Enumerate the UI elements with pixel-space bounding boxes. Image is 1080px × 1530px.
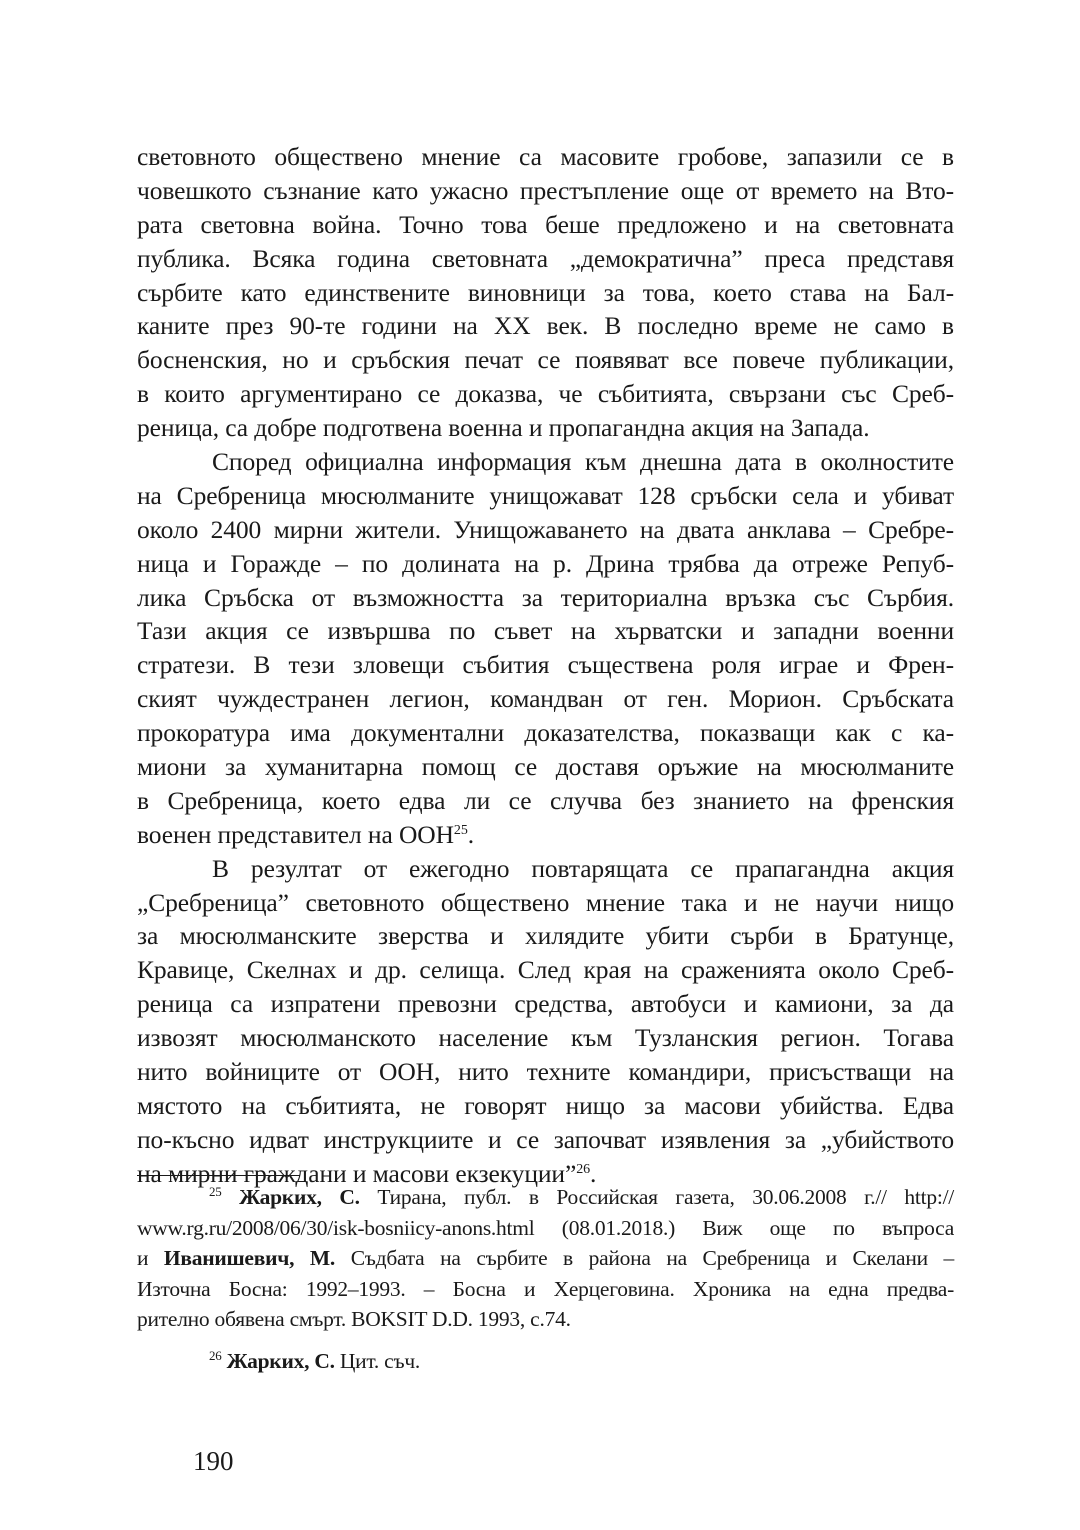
footnote-number: 26 bbox=[209, 1347, 222, 1363]
footnote-line: рително обявена смърт. BOKSIT D.D. 1993, с.74. bbox=[137, 1307, 571, 1332]
text-line-content: военен представител на ООН bbox=[137, 819, 454, 849]
footnote-line bbox=[137, 1182, 954, 1213]
footnote-ref-25[interactable]: 25 bbox=[453, 822, 468, 838]
text-line: по-късно идват инструкциите и се започват изявления за „убийството bbox=[137, 1124, 954, 1154]
text-line: Тази акция се извършва по съвет на хърватски и западни военни bbox=[137, 616, 954, 646]
text-line: извозят мюсюлманското население към Тузланския регион. Тогава bbox=[137, 1023, 954, 1053]
footnote-number: 25 bbox=[209, 1184, 222, 1199]
footnote-25 bbox=[137, 1182, 954, 1335]
text-line: реница, са добре подготвена военна и пропагандна акция на Запада. bbox=[137, 413, 870, 443]
text-line: нито войниците от ООН, нито техните командири, присъстващи на bbox=[137, 1057, 954, 1087]
footnote-26 bbox=[137, 1346, 954, 1377]
footnote-text: и bbox=[137, 1246, 164, 1271]
text-line: Кравице, Скелнах и др. селища. След края на сраженията около Среб- bbox=[137, 955, 954, 985]
footnote-ref-26[interactable]: 26 bbox=[576, 1161, 590, 1177]
text-line: за мюсюлманските зверства и хилядите убити сърби в Братунце, bbox=[137, 921, 954, 951]
text-line: публика. Всяка година световната „демократична” преса представя bbox=[137, 243, 954, 273]
text-line-content: на мирни граждани и масови екзекуции” bbox=[137, 1158, 577, 1188]
text-line: военен представител на ООН$^{25}$. bbox=[137, 819, 475, 849]
text-line: рата световна война. Точно това беше предложено и на световната bbox=[137, 209, 954, 239]
paragraph-2 bbox=[137, 445, 954, 852]
paragraph-3 bbox=[137, 852, 954, 1191]
footnote-spacer bbox=[137, 1335, 954, 1346]
text-line: човешкото съзнание като ужасно престъпление още от времето на Вто- bbox=[137, 175, 954, 205]
footnote-line bbox=[137, 1243, 954, 1274]
footnote-author: Жарких, С. bbox=[239, 1185, 360, 1209]
text-line: каните през 90-те години на XX век. В последно време не само в bbox=[137, 311, 954, 341]
footnote-text: Съдбата на сърбите в района на Сребреница и Скелани – bbox=[335, 1246, 954, 1271]
page-number: 190 bbox=[193, 1446, 234, 1476]
text-line: ница и Горажде – по долината на р. Дрина трябва да отреже Репуб- bbox=[137, 548, 954, 578]
footnote-line bbox=[137, 1346, 954, 1377]
footnote-text: Тирана, публ. в Российская газета, 30.06.2008 г.// http:// bbox=[359, 1185, 955, 1209]
text-line: стратези. В тези зловещи събития съществена роля играе и Френ- bbox=[137, 650, 954, 680]
footnote-author: Жарких, С. bbox=[226, 1348, 335, 1373]
text-line: в които аргументирано се доказва, че събитията, свързани със Среб- bbox=[137, 379, 954, 409]
paragraph-1 bbox=[137, 140, 954, 445]
text-line: сърбите като единствените виновници за това, което става на Бал- bbox=[137, 277, 954, 307]
footnote-line: Източна Босна: 1992–1993. – Босна и Херцеговина. Хроника на една предва- bbox=[137, 1276, 954, 1301]
text-line: лика Сръбска от възможността за териториална връзка със Сърбия. bbox=[137, 582, 954, 612]
text-line: В резултат от ежегодно повтарящата се прапагандна акция bbox=[212, 853, 954, 883]
text-line: прокоратура има документални доказателства, показващи как с ка- bbox=[137, 718, 954, 748]
text-line: „Сребреница” световното обществено мнение така и не научи нищо bbox=[137, 887, 954, 917]
text-line: на Сребреница мюсюлманите унищожават 128 сръбски села и убиват bbox=[137, 480, 954, 510]
text-line: миони за хуманитарна помощ се доставя оръжие на мюсюлманите bbox=[137, 752, 954, 782]
text-line: босненския, но и сръбския печат се появяват все повече публикации, bbox=[137, 345, 954, 375]
text-line: в Сребреница, което едва ли се случва без знанието на френския bbox=[137, 785, 954, 815]
footnote-separator bbox=[137, 1175, 300, 1176]
text-line: около 2400 мирни жители. Унищожаването на двата анклава – Сребре- bbox=[137, 514, 954, 544]
text-line: Според официална информация към днешна дата в околностите bbox=[212, 447, 954, 477]
text-line: на мирни граждани и масови екзекуции”$^{26}$. bbox=[137, 1158, 597, 1188]
footnote-line: www.rg.ru/2008/06/30/isk-bosniicy-anons.html (08.01.2018.) Виж още по въпроса bbox=[137, 1215, 954, 1240]
text-line: мястото на събитията, не говорят нищо за масови убийства. Едва bbox=[137, 1090, 954, 1120]
text-line: ският чуждестранен легион, командван от ген. Морион. Сръбската bbox=[137, 684, 954, 714]
footnote-author: Иванишевич, М. bbox=[163, 1246, 336, 1271]
text-line: световното обществено мнение са масовите гробове, запазили се в bbox=[137, 142, 954, 171]
body-text bbox=[137, 140, 954, 1191]
footnote-text: Цит. съч. bbox=[334, 1348, 421, 1373]
text-line: реница са изпратени превозни средства, автобуси и камиони, за да bbox=[137, 989, 954, 1019]
footnotes bbox=[137, 1182, 954, 1377]
